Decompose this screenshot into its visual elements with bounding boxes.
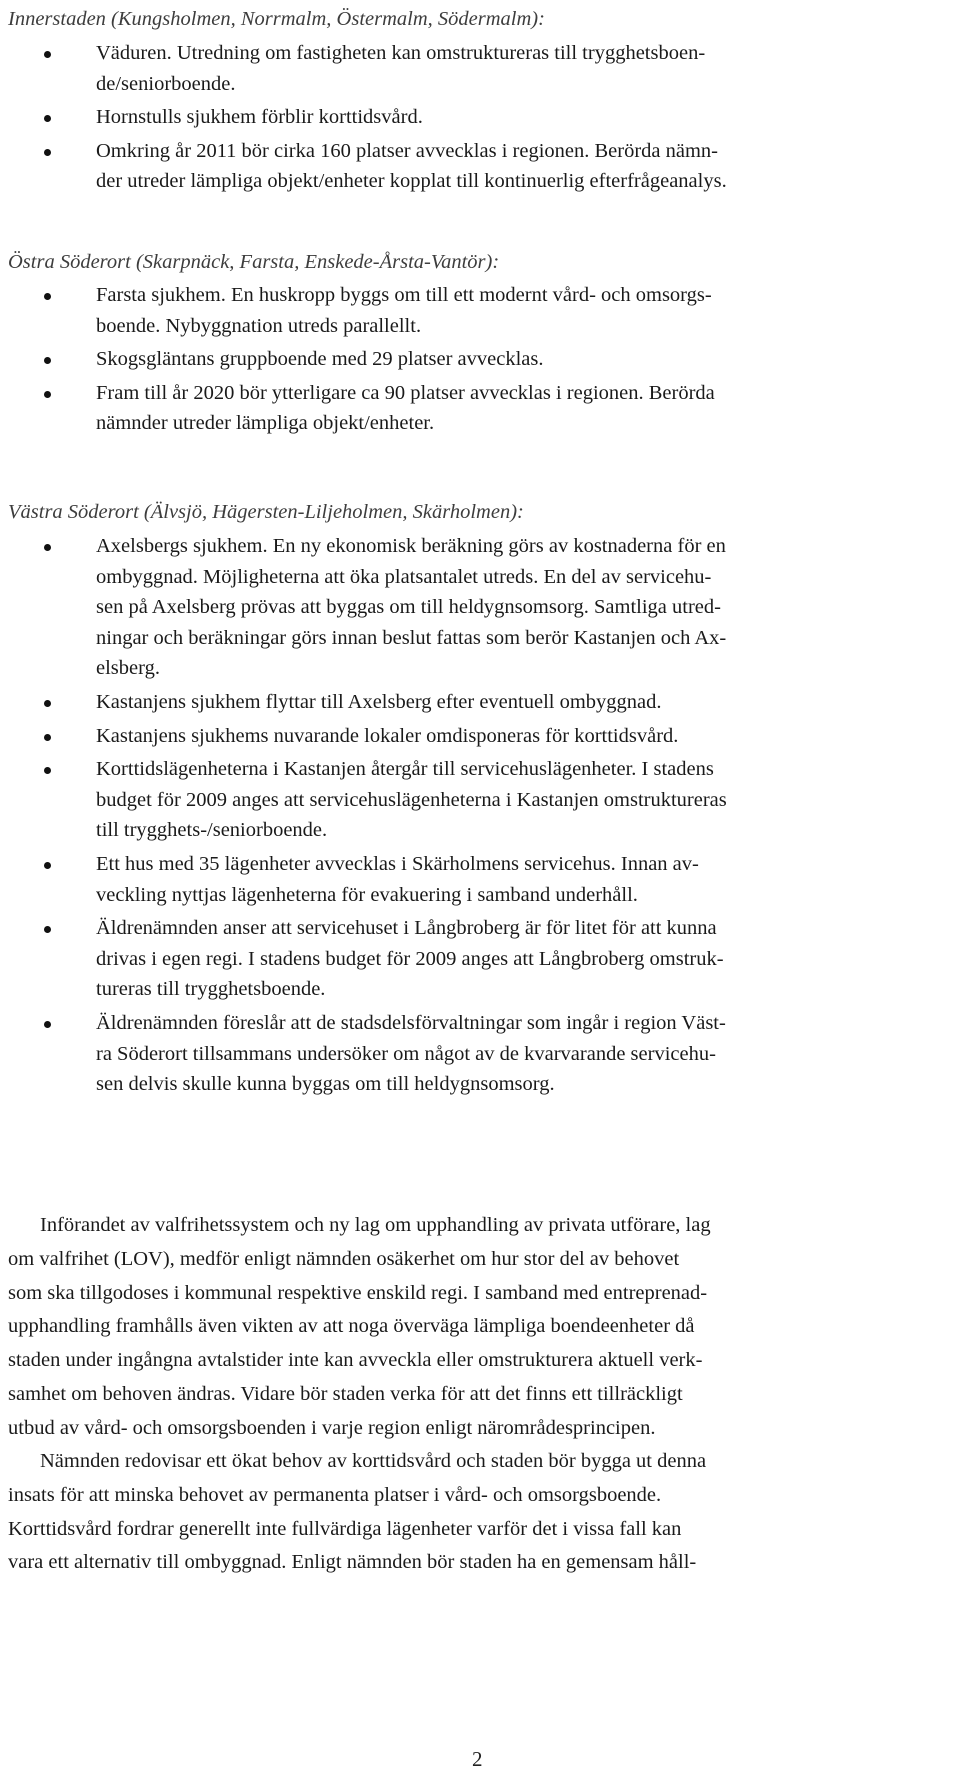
list-item: Väduren. Utredning om fastigheten kan omstruktureras till trygghetsboen- de/seniorboende. [0,38,956,99]
bullet-icon [44,767,51,774]
bullet-icon [44,734,51,741]
list-item: Fram till år 2020 bör ytterligare ca 90 platser avvecklas i regionen. Berörda nämnder utreder lämpliga objekt/enheter. [0,378,956,439]
bullet-icon [44,293,51,300]
list-item: Omkring år 2011 bör cirka 160 platser avvecklas i regionen. Berörda nämn- der utreder lämpliga objekt/enheter kopplat till kontinuerlig efterfrågeanalys. [0,136,956,197]
section-heading-ostra-soderort: Östra Söderort (Skarpnäck, Farsta, Enskede-Årsta-Vantör): [8,251,500,273]
list-item: Kastanjens sjukhems nuvarande lokaler omdisponeras för korttidsvård. [0,721,956,752]
list-item: Äldrenämnden anser att servicehuset i Långbroberg är för litet för att kunna drivas i egen regi. I stadens budget för 2009 anges att Långbroberg omstruk- tureras till trygghetsboende. [0,913,956,1005]
page-number: 2 [472,1747,483,1771]
bullet-icon [44,357,51,364]
list-item: Äldrenämnden föreslår att de stadsdelsförvaltningar som ingår i region Väst- ra Söderort tillsammans undersöker om något av de kvarvarande servicehu- sen delvis skulle kunna byggas om till heldygnsomsorg. [0,1008,956,1100]
bullet-icon [44,544,51,551]
list-item: Korttidslägenheterna i Kastanjen återgår till servicehuslägenheter. I stadens budget för 2009 anges att servicehuslägenheterna i Kastanjen omstruktureras till trygghets-/seniorboende. [0,754,956,846]
section-heading-innerstaden: Innerstaden (Kungsholmen, Norrmalm, Östermalm, Södermalm): [8,8,545,30]
body-paragraph-korttidsvard: Nämnden redovisar ett ökat behov av korttidsvård och staden bör bygga ut denna insats för att minska behovet av permanenta platser i vård- och omsorgsboende. Korttidsvård fordrar generellt inte fullvärdiga lägenheter varför det i vissa fall kan vara ett alternativ till ombyggnad. Enligt nämnden bör staden ha en gemensam håll- [8,1450,707,1574]
list-item: Skogsgläntans gruppboende med 29 platser avvecklas. [0,344,956,375]
bullet-icon [44,391,51,398]
list-item: Ett hus med 35 lägenheter avvecklas i Skärholmens servicehus. Innan av- veckling nyttjas lägenheterna för evakuering i samband underhåll. [0,849,956,910]
list-item: Hornstulls sjukhem förblir korttidsvård. [0,102,956,133]
bullet-icon [44,700,51,707]
bullet-list-vastra-soderort [0,531,960,1103]
bullet-icon [44,1021,51,1028]
bullet-icon [44,862,51,869]
bullet-icon [44,926,51,933]
bullet-icon [44,51,51,58]
bullet-icon [44,149,51,156]
body-paragraph-valfrihet: Införandet av valfrihetssystem och ny lag om upphandling av privata utförare, lag om valfrihet (LOV), medför enligt nämnden osäkerhet om hur stor del av behovet som ska tillgodoses i kommunal respektive enskild regi. I samband med entreprenad- upphandling framhålls även vikten av att noga överväga lämpliga boendeenheter då staden under ingångna avtalstider inte kan avveckla eller omstrukturera aktuell verk- samhet om behoven ändras. Vidare bör staden verka för att det finns ett tillräckligt utbud av vård- och omsorgsboenden i varje region enligt närområdesprincipen. [8,1214,711,1439]
list-item: Axelsbergs sjukhem. En ny ekonomisk beräkning görs av kostnaderna för en ombyggnad. Möjligheterna att öka platsantalet utreds. En del av servicehu- sen på Axelsberg prövas att byggas om till heldygnsomsorg. Samtliga utred- ningar och beräkningar görs innan beslut fattas som berör Kastanjen och Ax- elsberg. [0,531,956,684]
list-item: Farsta sjukhem. En huskropp byggs om till ett modernt vård- och omsorgs- boende. Nybyggnation utreds parallellt. [0,280,956,341]
bullet-list-ostra-soderort [0,280,960,442]
bullet-icon [44,115,51,122]
bullet-list-innerstaden [0,38,960,200]
section-heading-vastra-soderort: Västra Söderort (Älvsjö, Hägersten-Liljeholmen, Skärholmen): [8,501,524,523]
list-item: Kastanjens sjukhem flyttar till Axelsberg efter eventuell ombyggnad. [0,687,956,718]
